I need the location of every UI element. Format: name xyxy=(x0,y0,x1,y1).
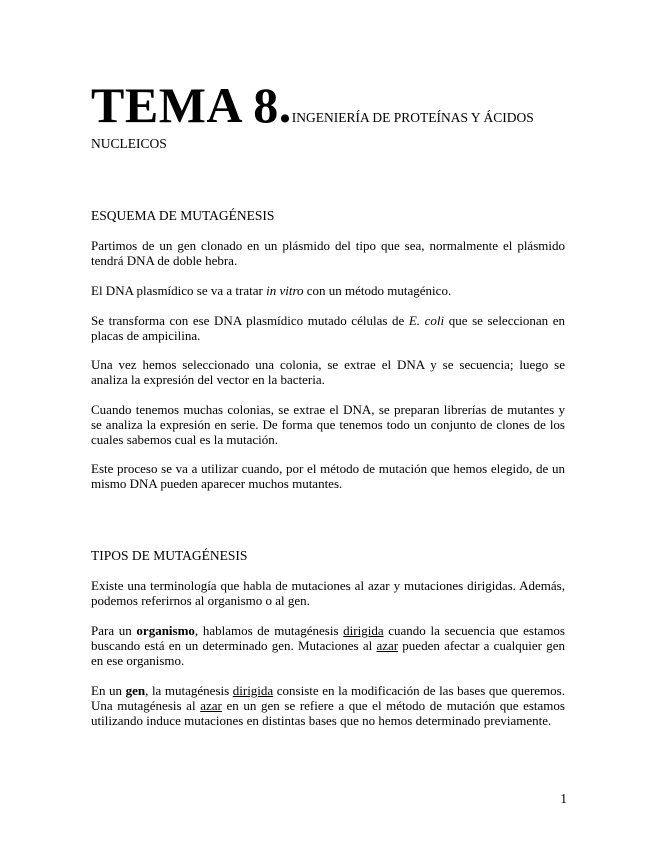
paragraph-gen xyxy=(91,683,565,728)
text-span: con un método mutagénico. xyxy=(303,283,452,298)
chapter-subtitle-continued: NUCLEICOS xyxy=(91,136,167,151)
section-heading-tipos: TIPOS DE MUTAGÉNESIS xyxy=(91,548,248,563)
paragraph-transforma xyxy=(91,313,565,343)
underlined-term: dirigida xyxy=(232,683,274,698)
text-span: cuando la secuencia que estamos buscando está en un determinado gen. Mutaciones al xyxy=(91,623,565,653)
text-span: en un gen se refiere a que el método de mutación que estamos utilizando induce mutaciones en distintas bases que no hemos determinado previamente. xyxy=(91,698,565,728)
text-span: consiste en la modificación de las bases que queremos. Una mutagénesis al xyxy=(91,683,565,713)
text-span: que se seleccionan en placas de ampicilina. xyxy=(91,313,565,343)
text-span: pueden afectar a cualquier gen en ese organismo. xyxy=(91,638,566,668)
paragraph-organismo xyxy=(91,623,565,668)
italic-term: E. coli xyxy=(408,313,445,328)
underlined-term: azar xyxy=(200,698,222,713)
text-span: Se transforma con ese DNA plasmídico mutado células de xyxy=(91,313,409,328)
chapter-subtitle: INGENIERÍA DE PROTEÍNAS Y ÁCIDOS xyxy=(291,110,534,125)
underlined-term: dirigida xyxy=(343,623,384,638)
text-span: , la mutagénesis xyxy=(145,683,233,698)
page-number: 1 xyxy=(560,791,567,806)
text-span: El DNA plasmídico se va a tratar xyxy=(91,283,267,298)
section-heading-esquema: ESQUEMA DE MUTAGÉNESIS xyxy=(91,208,275,223)
bold-term: gen xyxy=(125,683,146,698)
underlined-term: azar xyxy=(376,638,399,653)
paragraph-plasmido: Partimos de un gen clonado en un plásmido del tipo que sea, normalmente el plásmido tendrá DNA de doble hebra. xyxy=(91,238,565,268)
paragraph-in-vitro xyxy=(91,283,565,298)
paragraph-proceso: Este proceso se va a utilizar cuando, por el método de mutación que hemos elegido, de un mismo DNA pueden aparecer muchos mutantes. xyxy=(91,461,565,491)
paragraph-terminologia: Existe una terminología que habla de mutaciones al azar y mutaciones dirigidas. Además, podemos referirnos al organismo o al gen. xyxy=(91,578,565,608)
paragraph-colonia: Una vez hemos seleccionado una colonia, se extrae el DNA y se secuencia; luego se analiza la expresión del vector en la bacteria. xyxy=(91,357,565,387)
chapter-title: TEMA 8. xyxy=(91,77,292,133)
text-span: Para un xyxy=(91,623,137,638)
bold-term: organismo xyxy=(136,623,195,638)
title-line xyxy=(91,77,571,133)
italic-term: in vitro xyxy=(266,283,304,298)
paragraph-librerias: Cuando tenemos muchas colonias, se extrae el DNA, se preparan librerías de mutantes y se analiza la expresión en serie. De forma que tenemos todo un conjunto de clones de los cuales sabemos cual es la mutación. xyxy=(91,402,565,447)
text-span: En un xyxy=(91,683,126,698)
text-span: , hablamos de mutagénesis xyxy=(194,623,344,638)
